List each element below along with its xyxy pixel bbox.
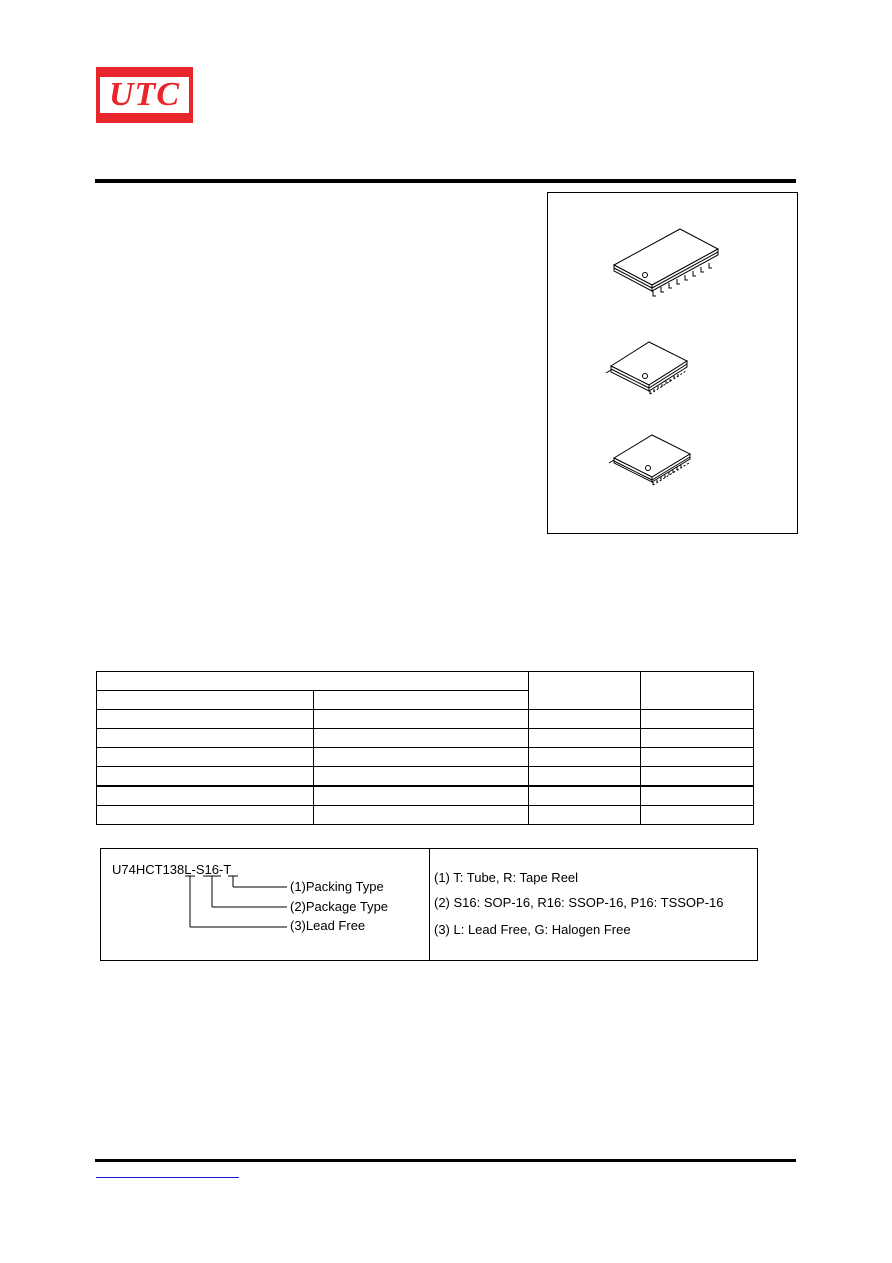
table-header-cell (314, 691, 529, 710)
part-number-box (100, 848, 758, 961)
pn-sep: - (218, 862, 224, 877)
lead-free-desc: (3) L: Lead Free, G: Halogen Free (434, 922, 631, 937)
table-header-cell (97, 691, 314, 710)
table-row (97, 729, 754, 748)
packing-type-label: (1)Packing Type (290, 879, 384, 894)
ordering-table (96, 671, 754, 825)
package-images-box (547, 192, 798, 534)
logo-text: UTC (109, 76, 180, 113)
footer-link[interactable] (96, 1177, 239, 1178)
package-type-desc: (2) S16: SOP-16, R16: SSOP-16, P16: TSSOP-16 (434, 895, 724, 910)
table-row (97, 748, 754, 767)
tssop16-package-icon (609, 435, 690, 485)
table-row (97, 710, 754, 729)
table-row (97, 767, 754, 787)
pn-sep: - (191, 862, 196, 877)
package-type-label: (2)Package Type (290, 899, 389, 914)
sop16-package-icon (614, 229, 718, 296)
table-row (97, 786, 754, 806)
pn-lead: L (184, 862, 192, 877)
utc-logo (96, 67, 193, 123)
table-header-cell (529, 672, 641, 710)
header-rule (95, 179, 796, 183)
footer-rule (95, 1159, 796, 1162)
ssop16-package-icon (606, 342, 687, 394)
table-row (97, 806, 754, 825)
pn-prefix: U74HCT138 (112, 862, 185, 877)
pn-packing: T (223, 862, 232, 877)
lead-free-label: (3)Lead Free (290, 918, 366, 933)
table-header-cell (97, 672, 529, 691)
logo-inner (100, 77, 189, 113)
table-header-cell (641, 672, 754, 710)
packing-type-desc: (1) T: Tube, R: Tape Reel (434, 870, 579, 885)
pn-package: S16 (195, 862, 219, 877)
